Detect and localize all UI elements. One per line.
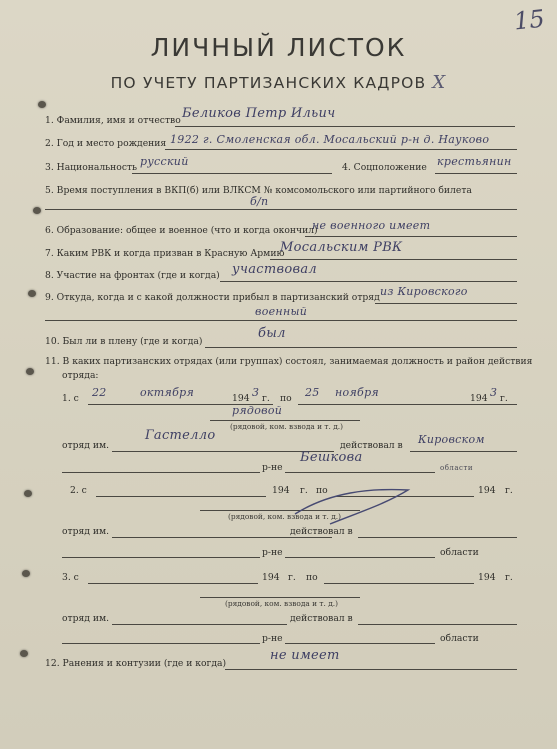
entry-1-dejstvoval-label: действовал в	[340, 440, 403, 451]
entry-1-to-month: ноября	[335, 386, 379, 399]
entry-2-oblast-label: области	[440, 547, 479, 558]
entry-2-rayon-line	[62, 557, 260, 558]
field-1-label: 1. Фамилия, имя и отчество	[45, 115, 181, 126]
field-7-value: Мосальским РВК	[280, 240, 403, 255]
entry-3-to-suffix: г.	[505, 572, 513, 583]
entry-3-to-word: по	[306, 572, 318, 583]
entry-2-from-suffix: г.	[300, 485, 308, 496]
field-3-value: русский	[140, 155, 189, 168]
entry-1-from-day: 22	[92, 386, 107, 399]
field-1-line	[175, 126, 515, 127]
punch-hole	[28, 290, 36, 297]
punch-hole	[26, 368, 34, 375]
field-3-label: 3. Национальность	[45, 162, 138, 173]
punch-hole	[24, 490, 32, 497]
entry-3-num: 3. с	[62, 572, 79, 583]
entry-3-position-line	[200, 597, 360, 598]
entry-3-oblast-label: области	[440, 633, 479, 644]
entry-2-dejstvoval-label: действовал в	[290, 526, 353, 537]
entry-1-rayon-line-2	[285, 472, 435, 473]
entry-1-position-caption: (рядовой, ком. взвода и т. д.)	[230, 422, 343, 431]
entry-1-to-year: 3	[490, 386, 498, 399]
punch-hole	[33, 207, 41, 214]
field-4-value: крестьянин	[437, 155, 512, 168]
entry-1-oblast-stamp: области	[440, 464, 474, 472]
entry-2-rayon-label: р-не	[262, 547, 283, 558]
entry-1-to-year-prefix: 194	[470, 393, 488, 404]
entry-1-from-year-prefix: 194	[232, 393, 250, 404]
entry-2-rayon-line-2	[285, 557, 435, 558]
subtitle-text: ПО УЧЕТУ ПАРТИЗАНСКИХ КАДРОВ	[110, 74, 427, 92]
entry-3-otryad-line	[112, 624, 287, 625]
entry-1-otryad-value: Гастелло	[145, 428, 216, 443]
field-9-label: 9. Откуда, когда и с какой должности прибыл в партизанский отряд	[45, 292, 380, 303]
strike-through-scribble	[290, 482, 420, 532]
field-6-line	[305, 236, 517, 237]
entry-2-num: 2. с	[70, 485, 87, 496]
entry-1-to-day: 25	[305, 386, 320, 399]
page-number: 15	[513, 4, 547, 36]
field-2-line	[165, 149, 517, 150]
entry-2-dejstvoval-line	[358, 537, 517, 538]
entry-1-to-suffix: г.	[500, 393, 508, 404]
entry-3-from-line	[88, 583, 258, 584]
entry-3-from-suffix: г.	[288, 572, 296, 583]
field-12-label: 12. Ранения и контузии (где и когда)	[45, 658, 227, 669]
entry-2-to-year-prefix: 194	[478, 485, 496, 496]
field-2-label: 2. Год и место рождения	[45, 138, 167, 149]
entry-1-dejstvoval-line	[410, 451, 517, 452]
field-5-value: б/п	[250, 195, 269, 208]
entry-1-from-year: 3	[252, 386, 260, 399]
field-10-label: 10. Был ли в плену (где и когда)	[45, 336, 203, 347]
punch-hole	[20, 650, 28, 657]
punch-hole	[22, 570, 30, 577]
field-7-line	[270, 259, 517, 260]
entry-3-to-year-prefix: 194	[478, 572, 496, 583]
field-10-value: был	[258, 326, 286, 341]
entry-1-to-line	[298, 404, 517, 405]
field-8-value: участвовал	[232, 262, 317, 277]
entry-1-otryad-label: отряд им.	[62, 440, 110, 451]
field-11-label-2: отряда:	[62, 370, 99, 381]
entry-1-num: 1. с	[62, 393, 79, 404]
field-9-value-2: военный	[255, 305, 308, 318]
entry-2-to-word: по	[316, 485, 328, 496]
entry-1-position-line	[210, 420, 360, 421]
field-9-value: из Кировского	[380, 285, 468, 298]
entry-1-position: рядовой	[232, 404, 283, 417]
entry-2-from-year-prefix: 194	[272, 485, 290, 496]
field-1-value: Беликов Петр Ильич	[182, 106, 336, 121]
entry-3-from-year-prefix: 194	[262, 572, 280, 583]
entry-1-rayon-value: Бешкова	[300, 450, 363, 465]
field-12-value: не имеет	[270, 648, 340, 663]
entry-2-position-caption: (рядовой, ком. взвода и т. д.)	[228, 512, 341, 521]
field-9-line-2	[45, 320, 517, 321]
entry-1-rayon-line	[62, 472, 260, 473]
document-title: ЛИЧНЫЙ ЛИСТОК	[150, 33, 407, 62]
field-5-line	[45, 209, 517, 210]
entry-2-otryad-label: отряд им.	[62, 526, 110, 537]
field-9-line	[375, 303, 517, 304]
field-3-line	[132, 173, 332, 174]
entry-1-dejstvoval-value: Кировском	[418, 433, 485, 446]
field-6-label: 6. Образование: общее и военное (что и когда окончил)	[45, 225, 318, 236]
entry-3-otryad-label: отряд им.	[62, 613, 110, 624]
entry-2-to-suffix: г.	[505, 485, 513, 496]
field-8-line	[220, 281, 517, 282]
entry-3-dejstvoval-line	[358, 624, 517, 625]
entry-3-rayon-line-2	[285, 643, 435, 644]
field-5-label: 5. Время поступления в ВКП(б) или ВЛКСМ № комсомольского или партийного билета	[45, 185, 472, 196]
entry-3-to-line	[324, 583, 474, 584]
field-7-label: 7. Каким РВК и когда призван в Красную Армию	[45, 248, 285, 259]
field-8-label: 8. Участие на фронтах (где и когда)	[45, 270, 220, 281]
field-4-label: 4. Соцположение	[342, 162, 427, 173]
field-4-line	[435, 173, 517, 174]
entry-2-from-line	[96, 496, 266, 497]
field-12-line	[225, 669, 517, 670]
entry-3-rayon-label: р-не	[262, 633, 283, 644]
entry-1-from-suffix: г.	[262, 393, 270, 404]
field-2-value: 1922 г. Смоленская обл. Мосальский р-н д. Науково	[170, 133, 490, 146]
entry-3-dejstvoval-label: действовал в	[290, 613, 353, 624]
field-11-label: 11. В каких партизанских отрядах (или группах) состоял, занимаемая должность и район действия	[45, 356, 533, 367]
entry-1-rayon-label: р-не	[262, 462, 283, 473]
entry-3-position-caption: (рядовой, ком. взвода и т. д.)	[225, 599, 338, 608]
field-6-value: не военного имеет	[312, 219, 431, 232]
field-10-line	[205, 347, 517, 348]
punch-hole	[38, 101, 46, 108]
subtitle-mark: X	[432, 72, 447, 93]
entry-3-rayon-line	[62, 643, 260, 644]
entry-2-otryad-line	[112, 537, 332, 538]
entry-1-to-word: по	[280, 393, 292, 404]
document-subtitle	[0, 72, 557, 93]
entry-1-from-month: октября	[140, 386, 195, 399]
